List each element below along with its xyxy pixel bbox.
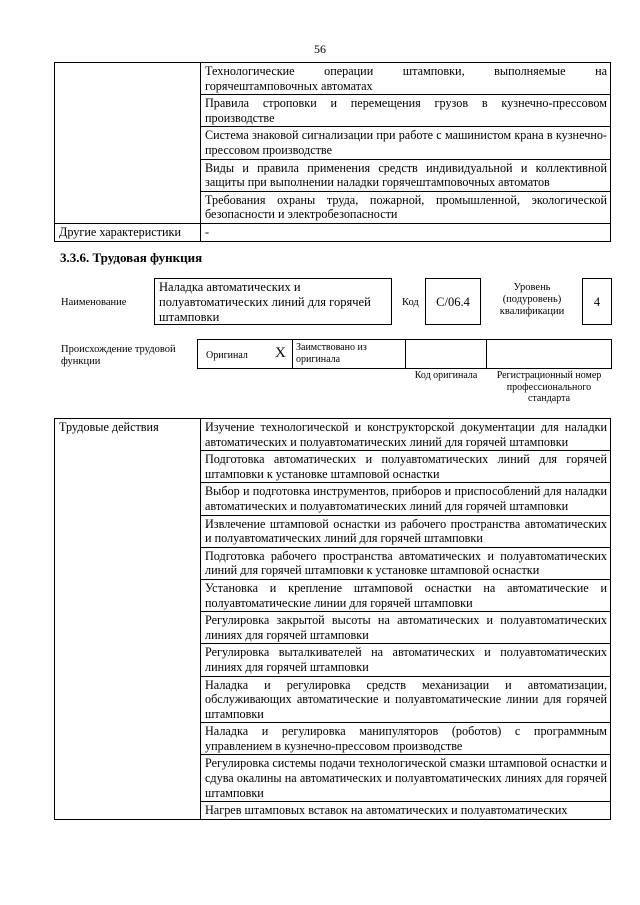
table-cell: Выбор и подготовка инструментов, приборов и приспособлений для наладки автоматических и полуавтоматических линий для горячей штамповки — [201, 483, 611, 515]
table-cell: Извлечение штамповой оснастки из рабочего пространства автоматических и полуавтоматических линий для горячей штамповки — [201, 515, 611, 547]
table-row — [55, 63, 611, 95]
table-row — [55, 419, 611, 451]
other-characteristics-label: Другие характеристики — [55, 223, 201, 241]
table-cell: Регулировка выталкивателей на автоматических и полуавтоматических линиях для горячей штамповки — [201, 644, 611, 676]
table-cell: Требования охраны труда, пожарной, промышленной, экологической безопасности и электробезопасности — [201, 191, 611, 223]
code-label: Код — [402, 297, 419, 308]
level-label: Уровень (подуровень) квалификации — [499, 282, 565, 317]
borrowed-label: Заимствовано из оригинала — [296, 342, 367, 365]
labor-actions-label: Трудовые действия — [55, 419, 201, 820]
labor-actions-table — [54, 418, 611, 820]
table-cell: Регулировка системы подачи технологической смазки штамповой оснастки и сдува окалины на автоматических и полуавтоматических линиях для горячей штамповки — [201, 755, 611, 802]
knowledge-table — [54, 62, 611, 242]
table-cell: Установка и крепление штамповой оснастки на автоматические и полуавтоматические линии для горячей штамповки — [201, 579, 611, 611]
table-cell: Подготовка автоматических и полуавтоматических линий для горячей штамповки к установке штамповой оснастки — [201, 451, 611, 483]
page-number: 56 — [314, 42, 326, 56]
table-cell: Нагрев штамповых вставок на автоматических и полуавтоматических — [201, 802, 611, 820]
original-mark: X — [275, 345, 286, 361]
level-box: 4 — [582, 278, 612, 325]
borrowed-box — [292, 339, 406, 369]
original-label: Оригинал — [206, 350, 248, 361]
section-title: 3.3.6. Трудовая функция — [60, 250, 203, 265]
origin-label: Происхождение трудовой функции — [61, 344, 176, 367]
origin-code-box — [405, 339, 487, 369]
table-cell: Изучение технологической и конструкторской документации для наладки автоматических и полуавтоматических линий для горячей штамповки — [201, 419, 611, 451]
code-box: C/06.4 — [425, 278, 481, 325]
original-box — [197, 339, 293, 369]
other-characteristics-value: - — [201, 223, 611, 241]
table-cell: Наладка и регулировка средств механизации и автоматизации, обслуживающих автоматические и полуавтоматические линии для горячей штамповки — [201, 676, 611, 723]
function-name-box: Наладка автоматических и полуавтоматических линий для горячей штамповки — [154, 278, 392, 325]
table-row — [55, 223, 611, 241]
table-cell: Подготовка рабочего пространства автоматических и полуавтоматических линий для горячей штамповки к установке штамповой оснастки — [201, 547, 611, 579]
table-cell: Правила строповки и перемещения грузов в кузнечно-прессовом производстве — [201, 95, 611, 127]
origin-code-label: Код оригинала — [414, 370, 478, 381]
reg-number-label: Регистрационный номер профессионального стандарта — [496, 370, 602, 404]
name-label: Наименование — [61, 297, 127, 308]
table-cell: Технологические операции штамповки, выполняемые на горячештамповочных автоматах — [201, 63, 611, 95]
empty-label-cell — [55, 63, 201, 224]
table-cell: Система знаковой сигнализации при работе с машинистом крана в кузнечно-прессовом производстве — [201, 127, 611, 159]
table-cell: Регулировка закрытой высоты на автоматических и полуавтоматических линиях для горячей штамповки — [201, 612, 611, 644]
table-cell: Наладка и регулировка манипуляторов (роботов) с программным управлением в кузнечно-прессовом производстве — [201, 723, 611, 755]
table-cell: Виды и правила применения средств индивидуальной и коллективной защиты при выполнении наладки горячештамповочных автоматов — [201, 159, 611, 191]
reg-number-box — [486, 339, 612, 369]
